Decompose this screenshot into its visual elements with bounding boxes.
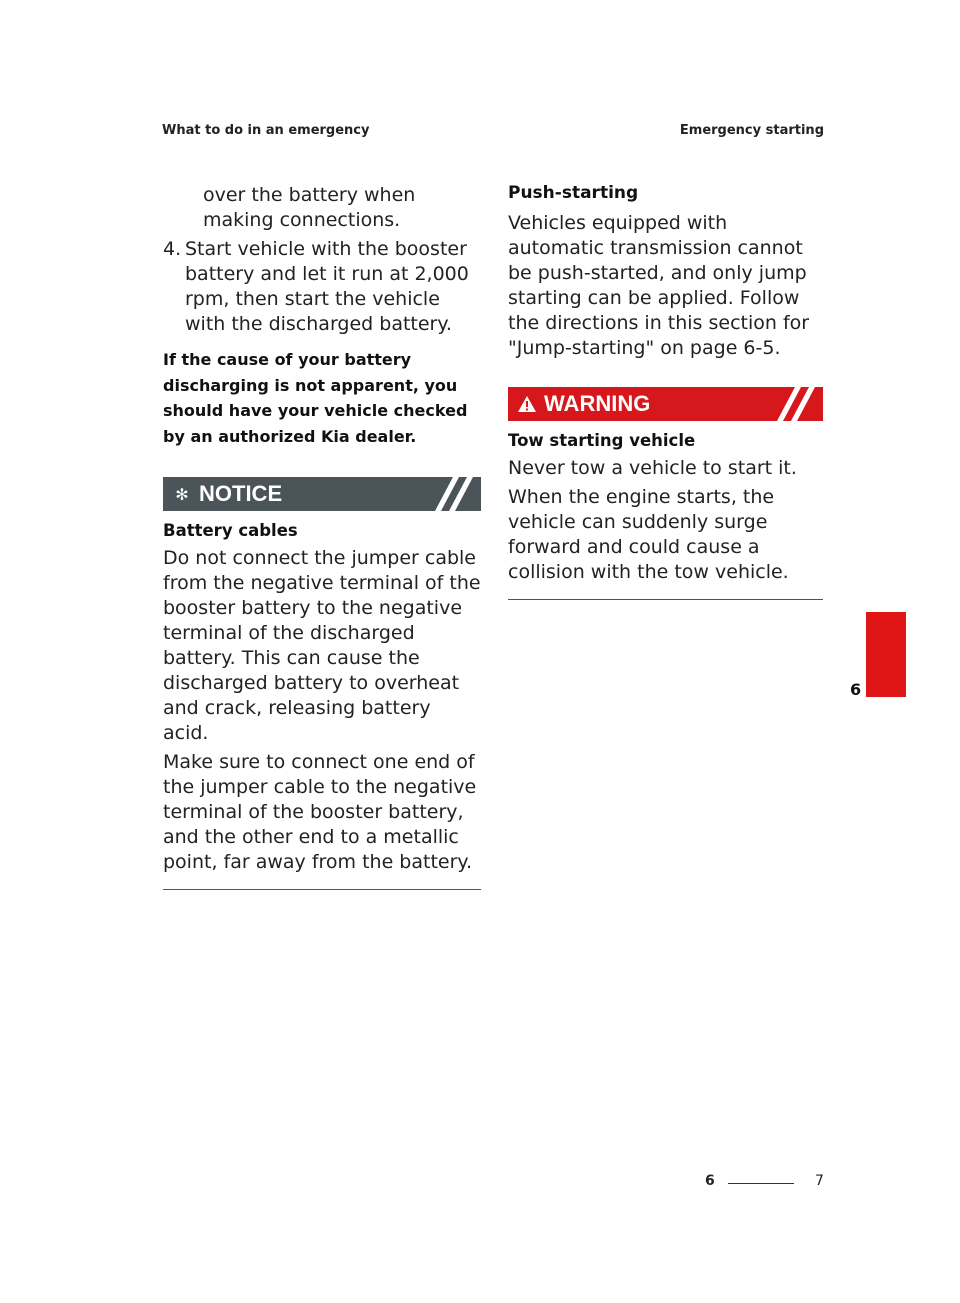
warning-paragraph-1: Never tow a vehicle to start it. — [508, 457, 797, 479]
notice-end-rule — [163, 889, 481, 890]
chapter-side-tab — [866, 612, 906, 697]
notice-paragraph-1: Do not connect the jumper cable from the negative terminal of the booster battery to the negative terminal of the discharged battery. This can cause the discharged battery to overheat and crack, releasing battery acid. — [163, 547, 481, 744]
notice-paragraph-2: Make sure to connect one end of the jumper cable to the negative terminal of the booster battery, and the other end to a metallic point, far away from the battery. — [163, 751, 477, 873]
footer-separator — [728, 1183, 794, 1184]
right-column — [508, 183, 823, 600]
push-starting-paragraph: Vehicles equipped with automatic transmission cannot be push-started, and only jump starting can be applied. Follow the directions in this section for "Jump-starting" on page 6-5. — [508, 212, 810, 359]
header-topic-title: Emergency starting — [679, 123, 824, 138]
header-section-title: What to do in an emergency — [162, 123, 370, 138]
list-continuation: over the battery when making connections. — [203, 184, 416, 231]
warning-triangle-icon — [516, 395, 538, 413]
push-starting-heading: Push-starting — [508, 183, 639, 203]
footer-chapter-number: 6 — [705, 1173, 715, 1189]
banner-stripes — [763, 387, 823, 421]
list-item-4 — [163, 237, 481, 337]
warning-banner — [508, 387, 823, 421]
warning-label: WARNING — [544, 391, 651, 416]
notice-title: Battery cables — [163, 521, 298, 540]
banner-stripes — [421, 477, 481, 511]
notice-banner — [163, 477, 481, 511]
notice-label: NOTICE — [199, 481, 283, 506]
chapter-tab-number: 6 — [850, 680, 862, 699]
left-column — [163, 183, 481, 890]
battery-discharge-note: If the cause of your battery discharging is not apparent, you should have your vehicle checked by an authorized Kia dealer. — [163, 350, 468, 446]
warning-paragraph-2: When the engine starts, the vehicle can suddenly surge forward and could cause a collision with the tow vehicle. — [508, 486, 789, 583]
warning-end-rule — [508, 599, 823, 600]
list-item-number: 4. — [163, 238, 182, 260]
footer-page-number: 7 — [815, 1173, 824, 1189]
asterisk-icon: ✻ — [175, 484, 189, 504]
warning-title: Tow starting vehicle — [508, 431, 696, 450]
list-item-text: Start vehicle with the booster battery and let it run at 2,000 rpm, then start the vehicle with the discharged battery. — [185, 238, 469, 335]
